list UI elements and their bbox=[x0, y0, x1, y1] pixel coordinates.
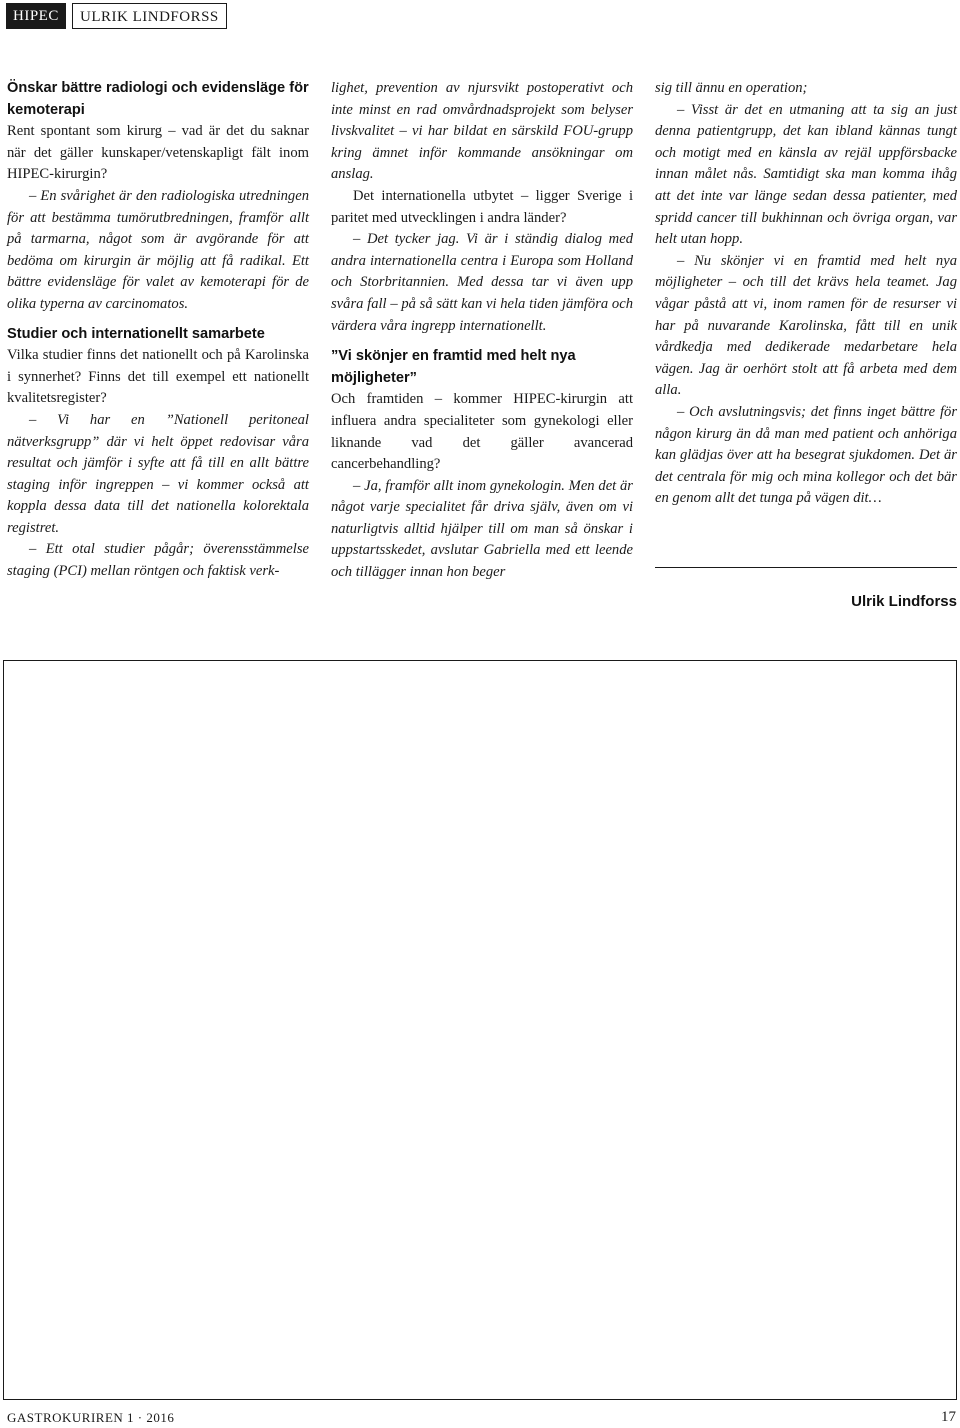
page-number: 17 bbox=[941, 1409, 956, 1425]
question-paragraph: Det internationella utbytet – ligger Sverige i paritet med utvecklingen i andra länder? bbox=[331, 187, 633, 226]
question-paragraph: Vilka studier finns det nationellt och på Karolinska i synnerhet? Finns det till exempel ett nationellt kvalitetsregister? bbox=[7, 347, 309, 407]
answer-paragraph: – Ett otal studier pågår; överensstämmelse staging (PCI) mellan röntgen och faktisk verk- bbox=[7, 541, 309, 580]
answer-paragraph: – Det tycker jag. Vi är i ständig dialog med andra internationella centra i Europa som Holland och Storbritannien. Med dessa tar vi även upp svåra fall – på så sätt kan vi hela tiden jämföra och värdera våra ingrepp internationellt. bbox=[331, 231, 633, 334]
author-signature: Ulrik Lindforss bbox=[851, 593, 957, 610]
answer-paragraph: – Visst är det en utmaning att ta sig an just denna patientgrupp, det kan ibland kännas tungt och motigt med en känsla av rejäl uppförsbacke innan målet nås. Samtidigt ska man komma ihåg att det inte var länge sedan dessa patienter, med spridd cancer till bukhinnan och övriga organ, var helt utan hopp. bbox=[655, 101, 957, 248]
author-tag: ULRIK LINDFORSS bbox=[72, 3, 227, 29]
answer-paragraph: – Nu skönjer vi en framtid med helt nya möjligheter – och till det krävs hela teamet. Jag vågar påstå att vi, inom ramen för de resurser vi har på nuvarande Karolinska, fått till en unik vårdkedja med dedikerade medarbetare hela vägen. Jag är oerhört stolt att få arbeta med dem alla. bbox=[655, 252, 957, 399]
subheading-radiology: Önskar bättre radiologi och evidensläge för kemoterapi bbox=[7, 80, 309, 118]
answer-paragraph: – Och avslutningsvis; det finns inget bättre för någon kirurg än då man med patient och anhöriga kan glädjas över att ha besegrat sjukdomen. Det är det centrala för mig och mina kollegor och det bär en genom allt det tunga på vägen dit… bbox=[655, 403, 957, 507]
question-paragraph: Och framtiden – kommer HIPEC-kirurgin att influera andra specialiteter som gynekologi eller liknande vad det gäller avancerad cancerbehandling? bbox=[331, 391, 633, 473]
answer-paragraph: lighet, prevention av njursvikt postoperativt och inte minst en rad omvårdnadsprojekt som belyser livskvalitet – vi har bildat en särskild FOU-grupp kring ämnet inför kommande ansökningar om anslag. bbox=[331, 80, 633, 183]
section-tag: HIPEC bbox=[6, 3, 66, 29]
empty-ad-frame bbox=[3, 660, 957, 1400]
question-paragraph: Rent spontant som kirurg – vad är det du saknar när det gäller kunskaper/vetenskapligt fält inom HIPEC-kirurgin? bbox=[7, 123, 309, 183]
article-column-1 bbox=[7, 78, 309, 583]
signature-rule bbox=[655, 567, 957, 568]
article-column-3 bbox=[655, 78, 957, 510]
answer-paragraph: sig till ännu en operation; bbox=[655, 80, 808, 96]
article-column-2 bbox=[331, 78, 633, 584]
answer-paragraph: – Ja, framför allt inom gynekologin. Men det är något varje specialitet får driva själv, även om vi naturligtvis alltid hjälper till om man så önskar i uppstartsskedet, avslutar Gabriella med ett leende och tillägger innan hon beger bbox=[331, 477, 633, 581]
answer-paragraph: – En svårighet är den radiologiska utredningen för att bestämma tumörutbredningen, framför allt på tarmarna, något som är avgörande för att bedöma om kirurgin är möjlig att få radikal. Ett bättre evidensläge för valet av kemoterapi för de olika typerna av carcinomatos. bbox=[7, 187, 309, 312]
subheading-studies: Studier och internationellt samarbete bbox=[7, 325, 265, 342]
answer-paragraph: – Vi har en ”Nationell peritoneal nätverksgrupp” där vi helt öppet redovisar våra resultat och jämför i syfte att få till en allt bättre staging inför ingreppen – vi kommer också att koppla dessa data till det nationella kolorektala registret. bbox=[7, 411, 309, 536]
publication-footer: GASTROKURIREN 1 · 2016 bbox=[7, 1410, 175, 1425]
subheading-future: ”Vi skönjer en framtid med helt nya möjligheter” bbox=[331, 348, 576, 386]
